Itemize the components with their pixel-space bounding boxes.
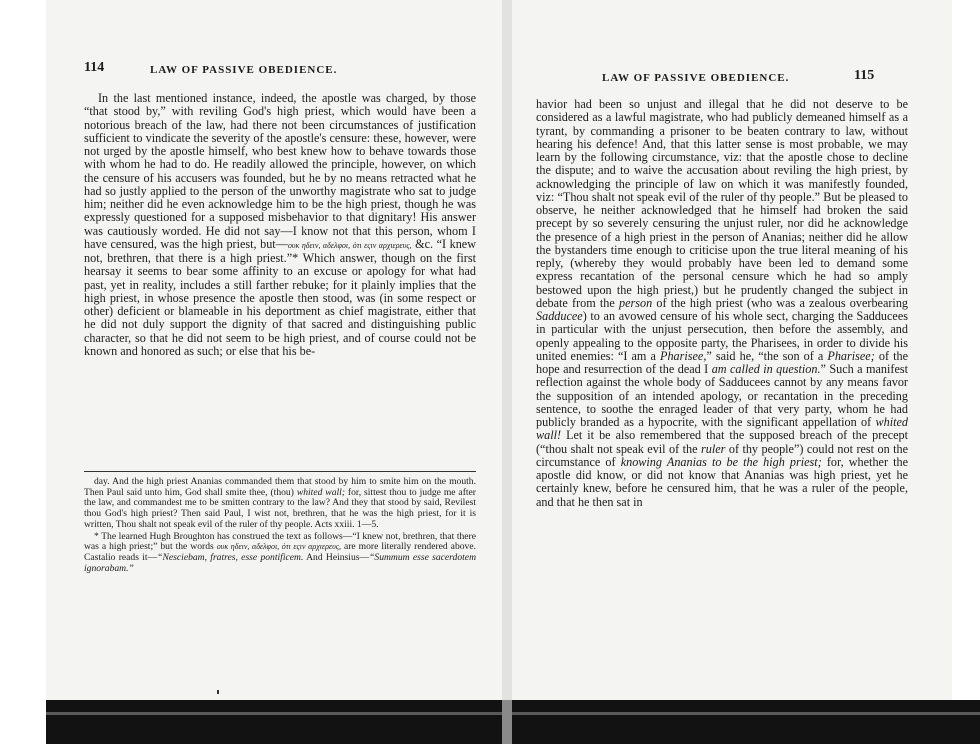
footnote-acts: day. And the high priest Ananias commanded them that stood by him to smite him on the mouth. Then Paul said unto him, God shall smite thee, (thou) whited wall; for, sittest thou to judge me after the law, and commandest me to be smitten contrary to the law? And they that stood by said, Revilest thou God's high priest? Then said Paul, I wist not, brethren, that he was the high priest, for it is written, Thou shalt not speak evil of the ruler of thy people. Acts xxiii. 1—5. bbox=[84, 476, 477, 530]
right-page-number: 115 bbox=[854, 68, 875, 83]
greek-quote: ουκ ηδειν, αδελφοι, ὁτι εςιν αρχιερευς, bbox=[287, 240, 412, 250]
left-running-head: LAW OF PASSIVE OBEDIENCE. bbox=[150, 64, 338, 76]
left-body-text bbox=[84, 92, 476, 358]
scan-edge-right bbox=[512, 700, 980, 744]
left-footnotes bbox=[84, 477, 476, 575]
right-body-text bbox=[536, 98, 908, 509]
scan-stripe-right bbox=[512, 712, 980, 715]
left-page bbox=[46, 0, 502, 700]
book-gutter bbox=[502, 0, 512, 700]
left-paragraph: In the last mentioned instance, indeed, the apostle was charged, by those “that stood by,” with reviling God's high priest, which would have been a notorious breach of the law, had there not been circumstances of justification sufficient to vindicate the severity of the apostle's censure: these, however, were not urged by the apostle himself, who best knew how to behave towards those with whom he had to do. He readily allowed the principle, however, on which the censure of his accusers was founded, but he by no means retracted what he had so justly applied to the person of the unworthy magistrate who sat to judge him; neither did he even acknowledge him to be the high priest, though he was expressly questioned for a supposed misbehavior to that dignitary! His answer was cautiously worded. He did not say—I know not that this person, whom I have censured, was the high priest, but—ουκ ηδειν, αδελφοι, ὁτι εςιν αρχιερευς, &c. “I knew not, brethren, that there is a high priest.”* Which answer, though on the first hearsay it seems to bear some affinity to an excuse or apology for what had past, yet in reality, includes a still farther rebuke; for it plainly implies that the high priest, in whose presence the apostle then stood, was (in some respect or other) deficient or blameable in his deportment as chief magistrate, either that he did not duly support the dignity of that sacred and distinguishing public character, so that he did not seem to be high priest, and of course could not be known and honored as such; or else that his be- bbox=[84, 91, 476, 358]
scan-edge-left bbox=[46, 700, 502, 744]
scan-stripe-left bbox=[46, 712, 502, 715]
right-paragraph: havior had been so unjust and illegal that he did not deserve to be considered as a lawful magistrate, who had publicly demeaned himself as a tyrant, by commanding a prisoner to be beaten contrary to law, without hearing his defence! And, that this latter sense is most probable, we may learn by the following circumstance, viz: that the apostle chose to decline the dispute; and to waive the accusation about reviling the high priest, by acknowledging the principle of law on which it was manifestly founded, viz: “Thou shalt not speak evil of the ruler of thy people.” But be pleased to observe, he neither acknowledged that he himself had broken the said precept by so severely censuring the unjust ruler, nor did he acknowledge the presence of a high priest in the person of Ananias; neither did he allow the bystanders time enough to criticise upon the true literal meaning of his reply, (whereby they would probably have been led to demand some express recantation of the personal censure which he had so amply bestowed upon the high priest,) but he prudently changed the subject in debate from the person of the high priest (who was a zealous overbearing Sadducee) to an avowed censure of his whole sect, charging the Sadducees in particular with the unjust persecution, then before the assembly, and openly appealing to the opposite party, the Pharisees, in order to divide his united enemies: “I am a Pharisee,” said he, “the son of a Pharisee; of the hope and resurrection of the dead I am called in question.” Such a manifest reflection against the whole body of Sadducees cannot by any means favor the supposition of an intended apology, or recantation in the preceding sentence, to soothe the enraged leader of that very party, whom he had publicly branded as a hypocrite, with the significant appellation of whited wall! Let it be also remembered that the supposed breach of the precept (“thou shalt not speak evil of the ruler of thy people”) could not rest on the circumstance of knowing Ananias to be the high priest; for, whether the apostle did know, or did not know that Ananias was high priest, yet he certainly knew, before he censured him, that he was a ruler of the people, and that he then sat in bbox=[536, 97, 909, 509]
right-page bbox=[512, 0, 952, 700]
left-page-number: 114 bbox=[84, 60, 105, 75]
ink-speck bbox=[217, 690, 219, 694]
footnote-divider bbox=[84, 471, 476, 472]
scan-edge-gutter bbox=[502, 700, 512, 744]
footnote-broughton: * The learned Hugh Broughton has construed the text as follows—“I knew not, brethren, that there was a high priest;” but the words ουκ ηδειν, αδελφοι, ὁτι εςιν αρχιερευς, are more literally rendered above. Castalio reads it—“Nesciebam, fratres, esse pontificem. And Heinsius—“Summum esse sacerdotem ignorabam.” bbox=[84, 530, 476, 574]
right-running-head: LAW OF PASSIVE OBEDIENCE. bbox=[602, 72, 790, 84]
